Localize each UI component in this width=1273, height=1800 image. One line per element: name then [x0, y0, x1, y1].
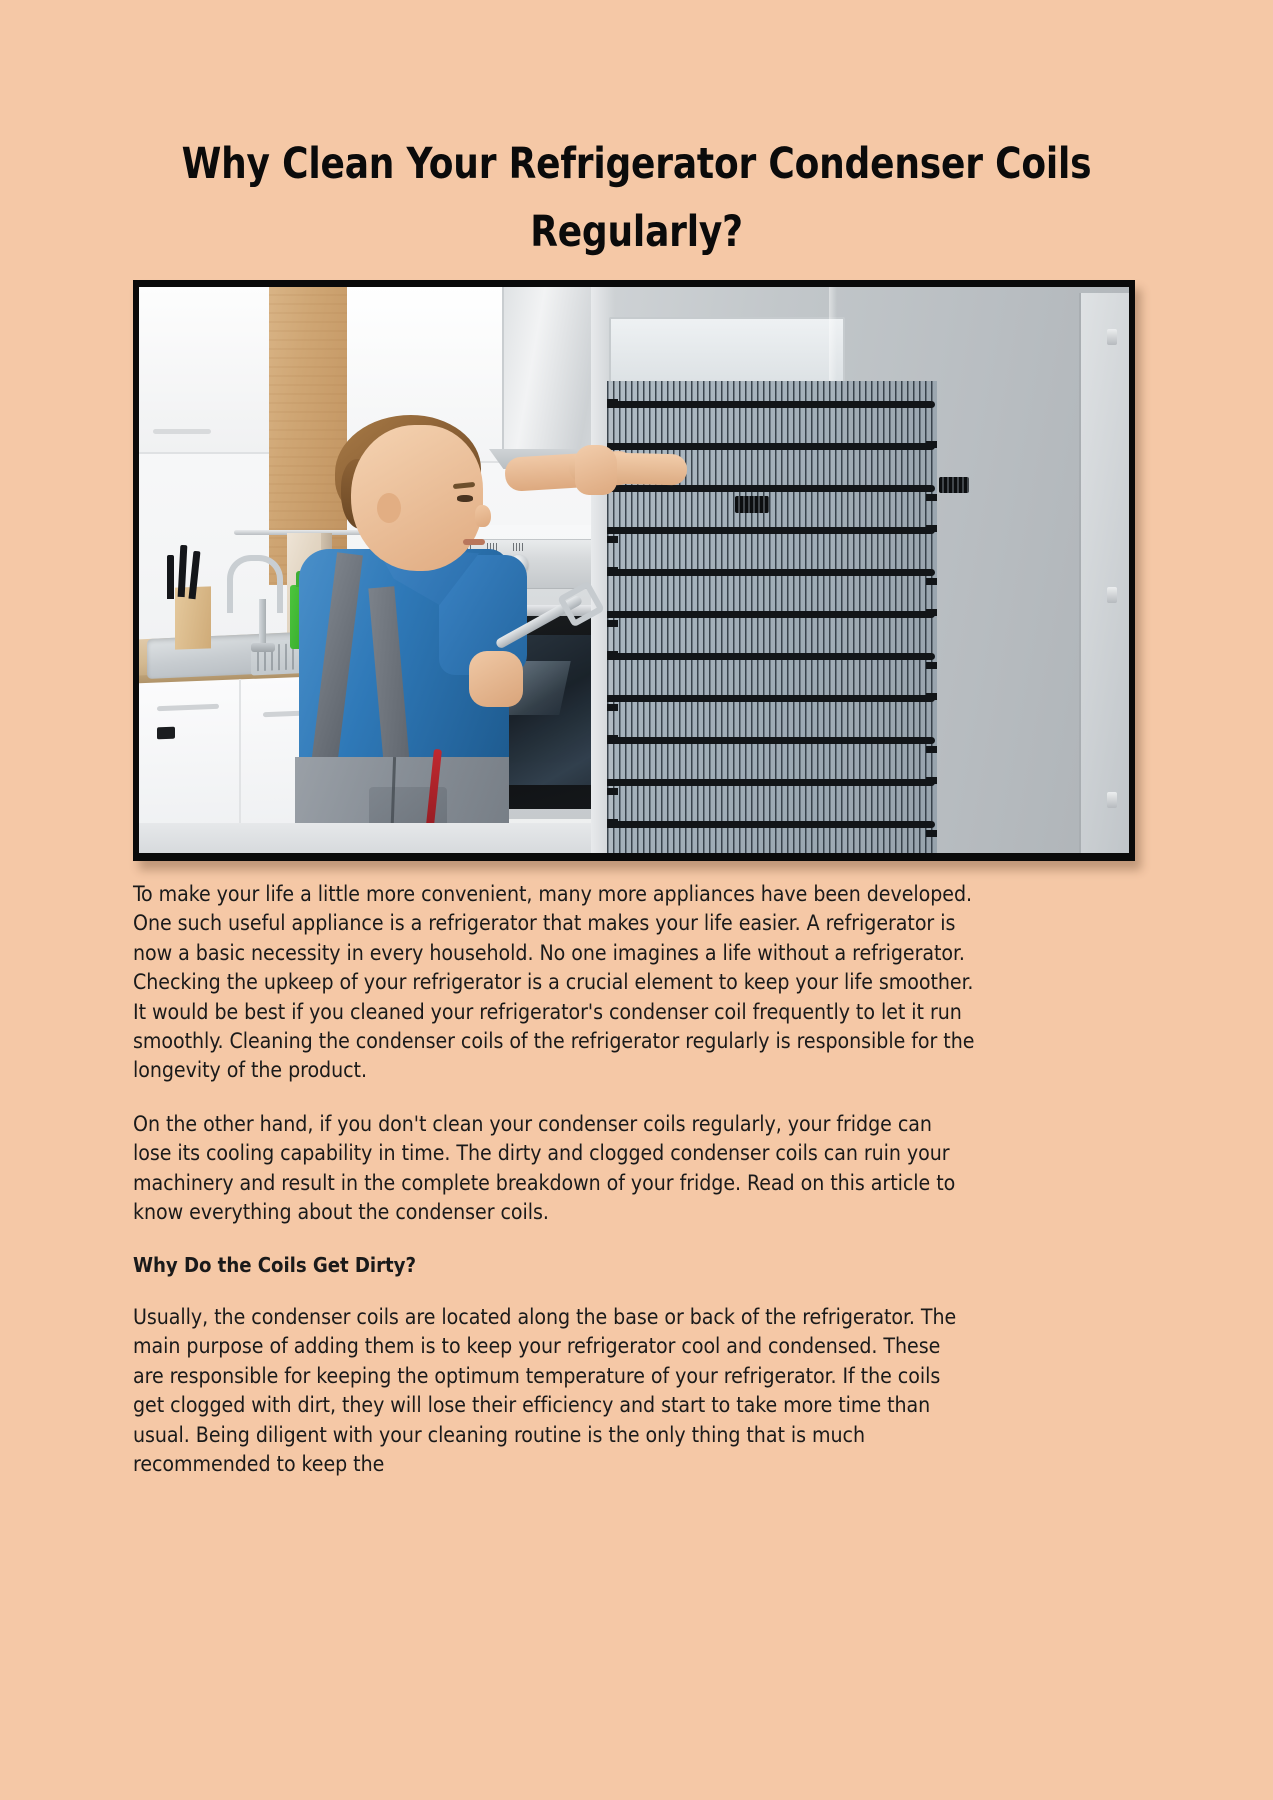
upper-cabinet-left	[139, 287, 271, 454]
technician-lower-hand	[469, 651, 523, 707]
dishwasher-badge	[157, 727, 175, 740]
coil-bend	[607, 819, 618, 853]
coil-tube	[607, 485, 935, 492]
coil-bend	[607, 735, 618, 795]
article-hero-image	[133, 280, 1135, 861]
coil-bend	[926, 777, 937, 837]
coil-bend	[926, 525, 937, 585]
page-title-text	[170, 131, 1103, 267]
faucet-stem	[259, 599, 266, 649]
refrigerator-hinge	[1107, 587, 1117, 603]
faucet-arc	[227, 555, 283, 613]
coil-tube	[607, 443, 935, 450]
technician-nose	[475, 505, 491, 527]
technician-eye	[457, 495, 473, 502]
body-paragraph-2: On the other hand, if you don't clean your condenser coils regularly, your fridge can lose its cooling capability in time. The dirty and clogged condenser coils can ruin your machinery and result in the complete breakdown of your fridge. Read on this article to know everything about the condenser coils.	[133, 1111, 956, 1226]
coil-tube	[607, 611, 935, 618]
refrigerator-hinge	[1107, 329, 1117, 345]
coil-bend	[607, 567, 618, 627]
stove-marking	[513, 543, 523, 551]
knife	[167, 555, 174, 599]
coil-tube	[607, 569, 935, 576]
page-title-line-2: Coils Regularly?	[530, 139, 1092, 257]
kitchen-floor	[139, 823, 591, 853]
coil-tube	[607, 401, 935, 408]
body-paragraph-3: Usually, the condenser coils are located along the base or back of the refrigerator. The main purpose of adding them is to keep your refrigerator cool and condensed. These are responsible for keeping the optimum temperature of your refrigerator. If the coils get clogged with dirt, they will lose their efficiency and start to take more time than usual. Being diligent with your cleaning routine is the only thing that is much recommended to keep the	[133, 1304, 957, 1477]
technician-ear	[377, 493, 401, 523]
coil-bend	[926, 441, 937, 501]
condenser-coil-panel	[607, 381, 937, 853]
article-body	[133, 880, 989, 1503]
refrigerator-inner-top-panel	[609, 317, 845, 383]
refrigerator-door-edge	[1079, 293, 1129, 853]
coil-tube	[607, 653, 935, 660]
refrigerator-hinge	[1107, 792, 1117, 808]
coil-clamp	[735, 496, 769, 513]
body-paragraph-1: To make your life a little more convenient, many more appliances have been developed. One such useful appliance is a refrigerator that makes your life easier. A refrigerator is now a basic necessity in every household. No one imagines a life without a refrigerator. Checking the upkeep of your refrigerator is a crucial element to keep your life smoother. It would be best if you cleaned your refrigerator's condenser coil frequently to let it run smoothly. Cleaning the condenser coils of the refrigerator regularly is responsible for the longevity of the product.	[133, 882, 975, 1084]
technician-upper-hand	[575, 445, 617, 495]
faucet-base	[251, 643, 275, 652]
coil-tube	[607, 737, 935, 744]
coil-bend	[926, 609, 937, 669]
coil-tube	[607, 527, 935, 534]
coil-bend	[926, 693, 937, 753]
coil-clamp	[939, 477, 969, 493]
page-title	[135, 131, 1138, 267]
coil-tube	[607, 695, 935, 702]
kitchen-refrigerator-photo	[139, 287, 1129, 853]
coil-bend	[607, 651, 618, 711]
coil-tube	[607, 779, 935, 786]
technician-mouth	[463, 539, 485, 545]
page-title-line-1: Why Clean Your Refrigerator Condenser	[181, 139, 983, 189]
section-heading-coils-get-dirty: Why Do the Coils Get Dirty?	[133, 1253, 416, 1278]
coil-tube	[607, 821, 935, 828]
